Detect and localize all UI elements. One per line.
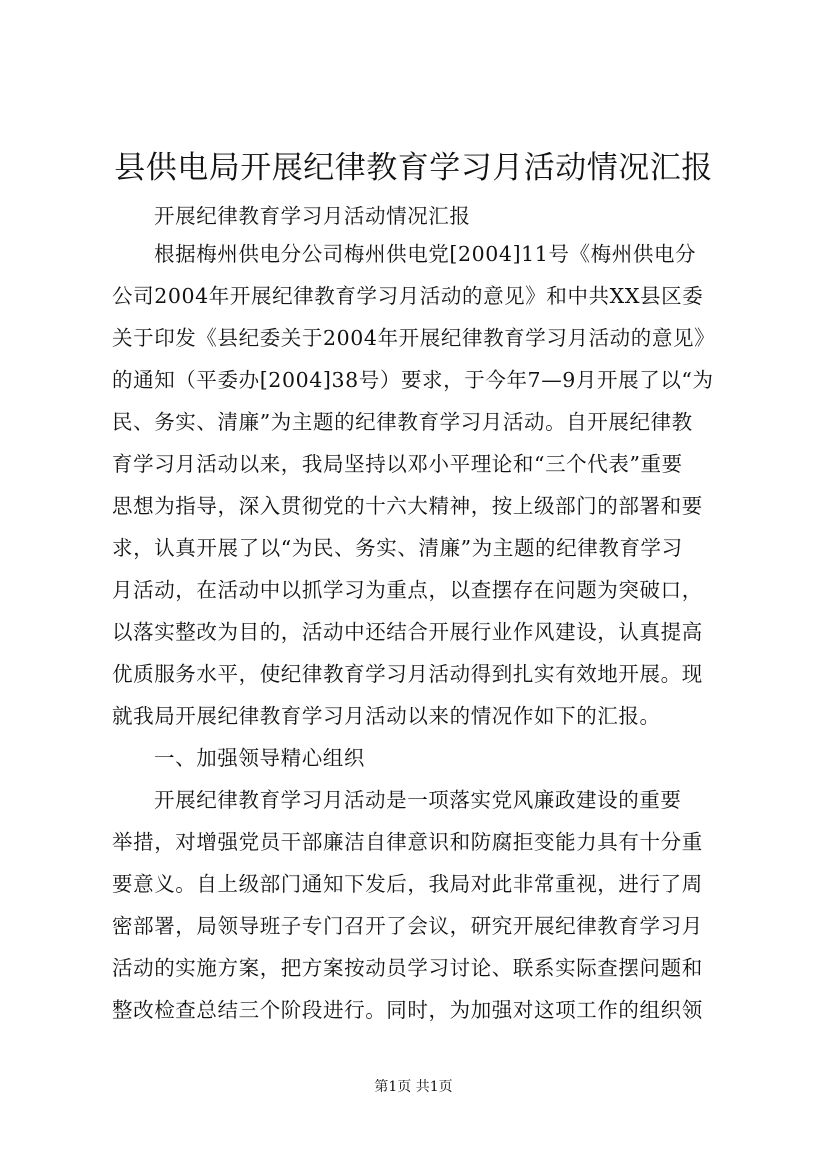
paragraph-line: 要意义。自上级部门通知下发后，我局对此非常重视，进行了周 bbox=[112, 872, 703, 896]
paragraph-line: 思想为指导，深入贯彻党的十六大精神，按上级部门的部署和要 bbox=[112, 494, 703, 518]
paragraph-line: 整改检查总结三个阶段进行。同时，为加强对这项工作的组织领 bbox=[112, 998, 703, 1022]
section-heading: 一、加强领导精心组织 bbox=[154, 746, 365, 770]
paragraph-line: 求，认真开展了以“为民、务实、清廉”为主题的纪律教育学习 bbox=[112, 536, 683, 560]
paragraph-line: 活动的实施方案，把方案按动员学习讨论、联系实际查摆问题和 bbox=[112, 956, 703, 980]
paragraph-line: 月活动，在活动中以抓学习为重点，以查摆存在问题为突破口， bbox=[112, 578, 703, 602]
paragraph-line: 开展纪律教育学习月活动是一项落实党风廉政建设的重要 bbox=[154, 788, 682, 812]
paragraph-line: 举措，对增强党员干部廉洁自律意识和防腐拒变能力具有十分重 bbox=[112, 830, 703, 854]
paragraph-line: 育学习月活动以来，我局坚持以邓小平理论和“三个代表”重要 bbox=[112, 452, 683, 476]
document-title: 县供电局开展纪律教育学习月活动情况汇报 bbox=[114, 150, 713, 186]
paragraph-line: 的通知（平委办[2004]38号）要求，于今年7—9月开展了以“为 bbox=[112, 368, 714, 392]
paragraph-line: 根据梅州供电分公司梅州供电党[2004]11号《梅州供电分 bbox=[154, 242, 697, 266]
paragraph-line: 关于印发《县纪委关于2004年开展纪律教育学习月活动的意见》 bbox=[112, 326, 716, 350]
paragraph-line: 以落实整改为目的，活动中还结合开展行业作风建设，认真提高 bbox=[112, 620, 703, 644]
paragraph-line: 公司2004年开展纪律教育学习月活动的意见》和中共XX县区委 bbox=[112, 284, 704, 308]
subtitle-line: 开展纪律教育学习月活动情况汇报 bbox=[154, 204, 471, 228]
page-number-footer: 第1页 共1页 bbox=[374, 1079, 453, 1095]
paragraph-line: 密部署，局领导班子专门召开了会议，研究开展纪律教育学习月 bbox=[112, 914, 703, 938]
paragraph-line: 民、务实、清廉”为主题的纪律教育学习月活动。自开展纪律教 bbox=[112, 410, 693, 434]
paragraph-line: 就我局开展纪律教育学习月活动以来的情况作如下的汇报。 bbox=[112, 704, 661, 728]
paragraph-line: 优质服务水平，使纪律教育学习月活动得到扎实有效地开展。现 bbox=[112, 662, 703, 686]
